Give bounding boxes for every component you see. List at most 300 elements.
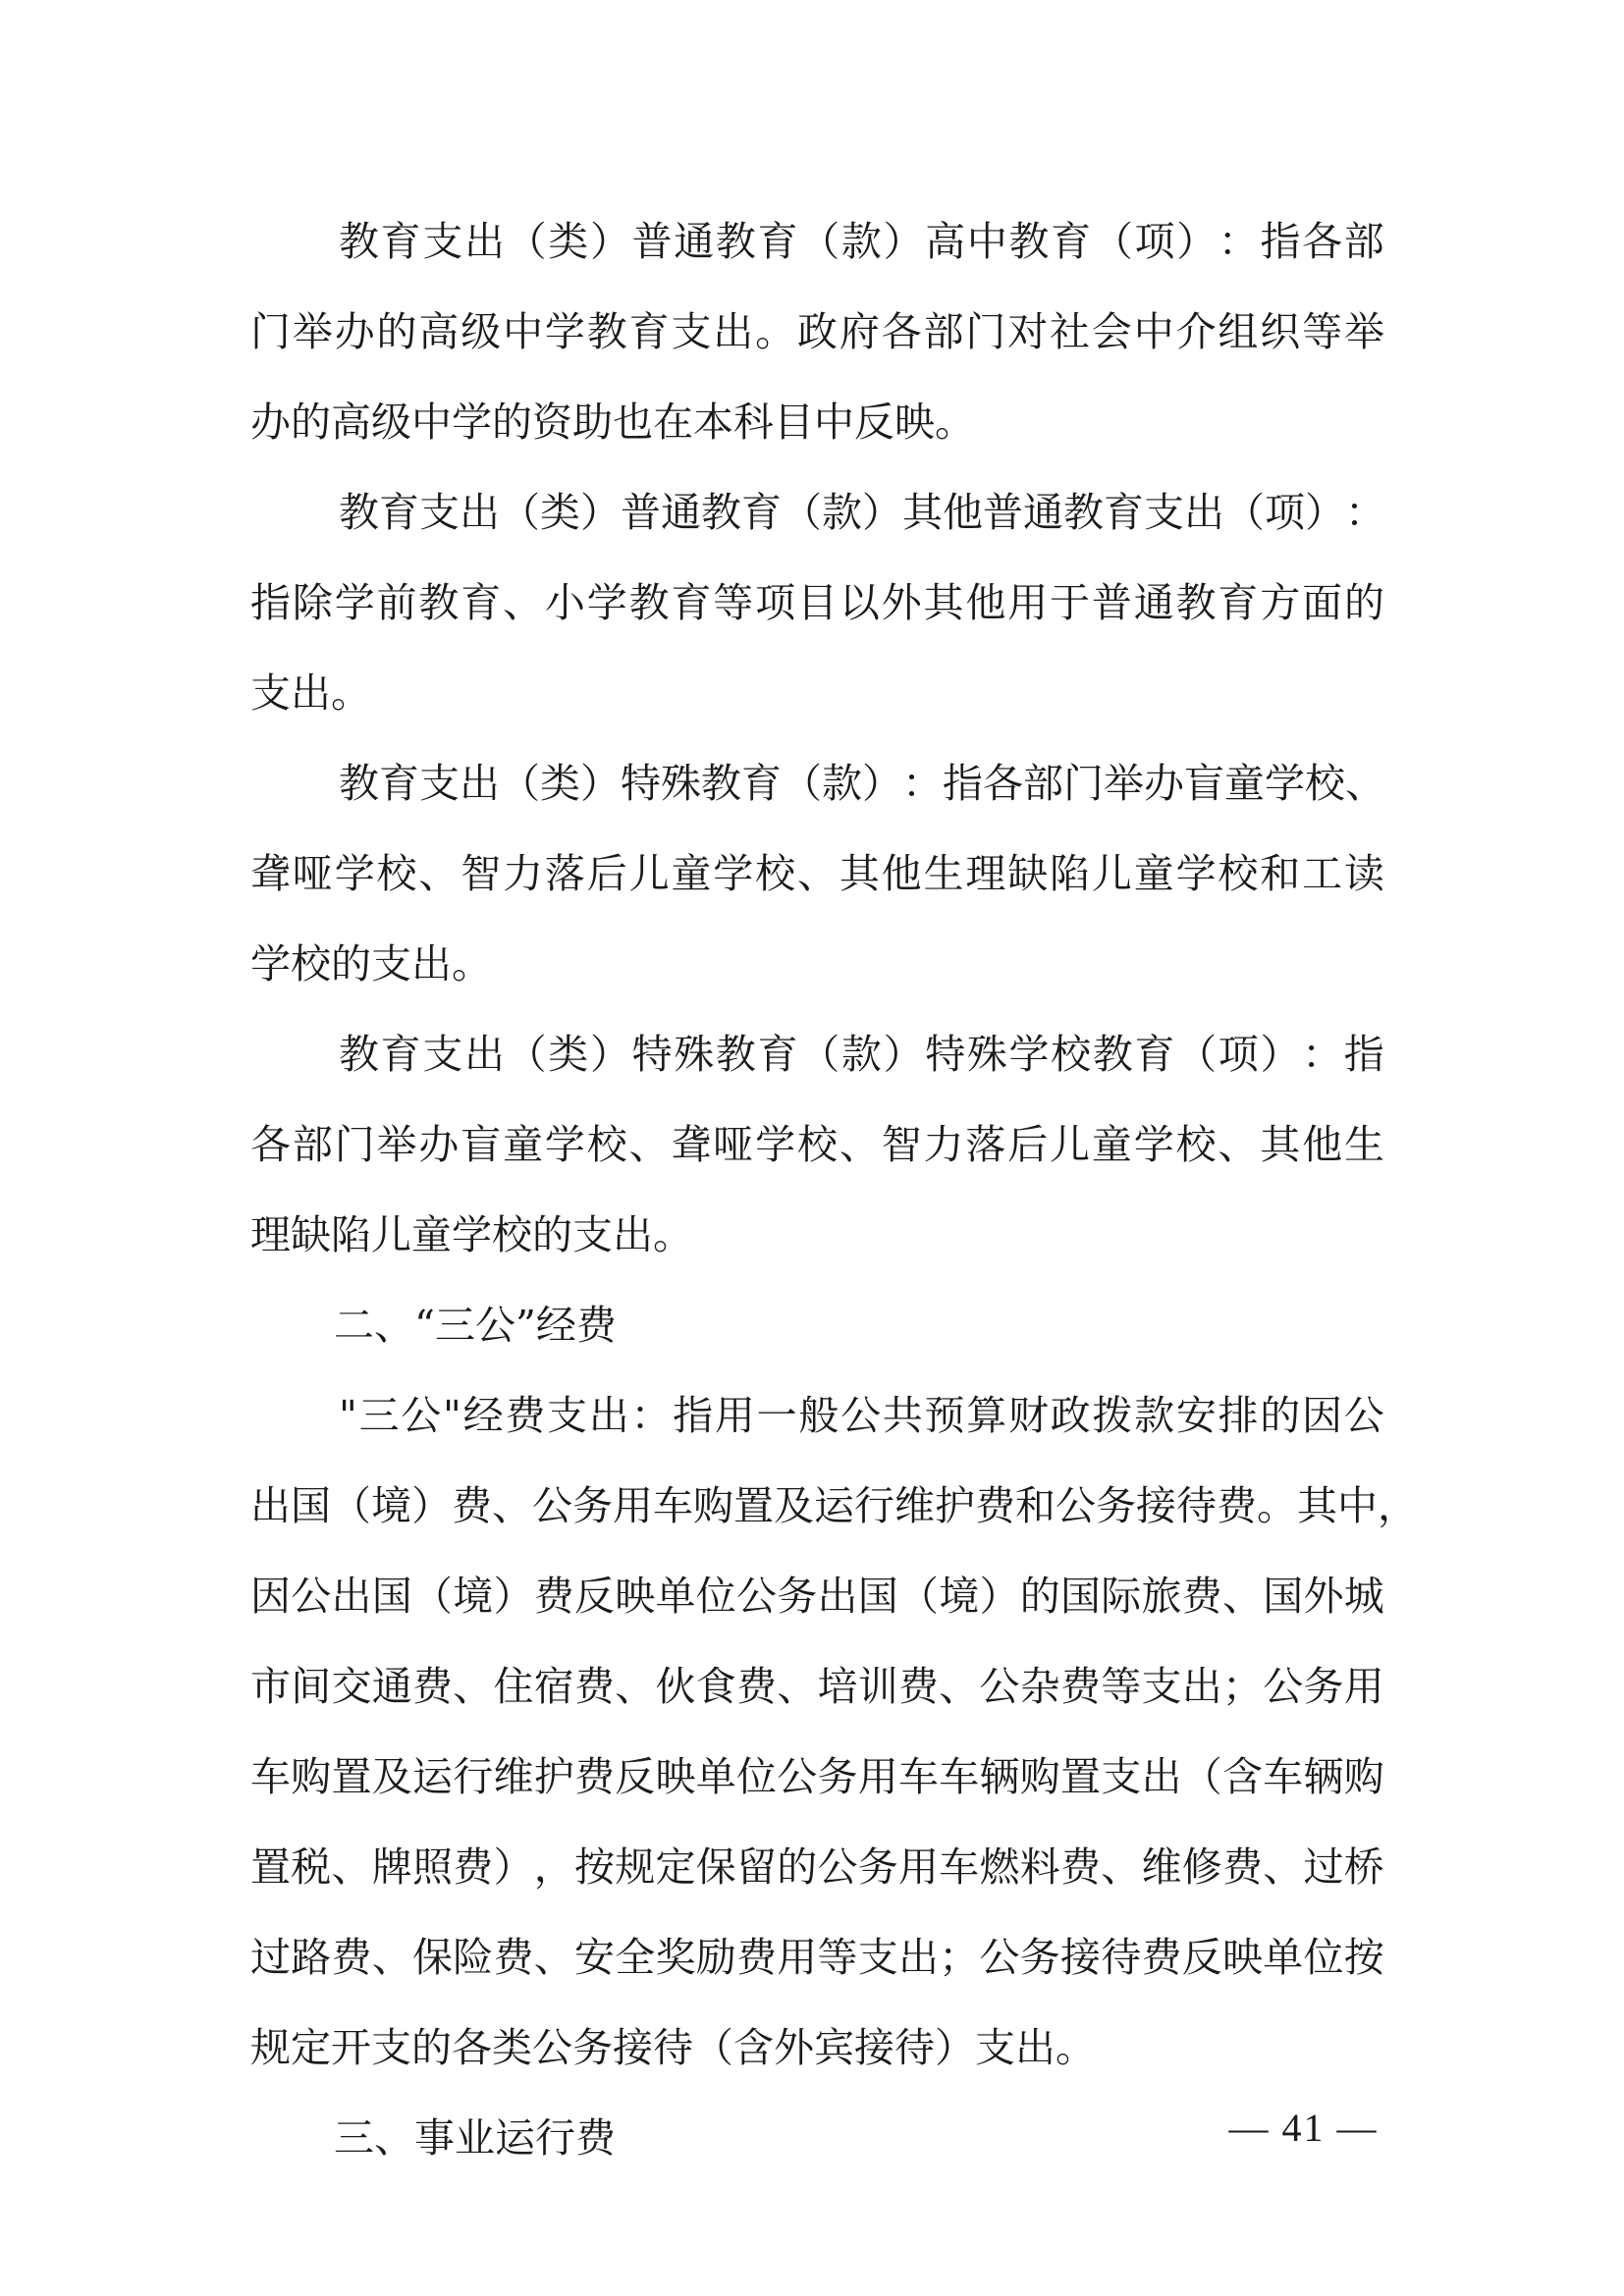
glyph: 校 [755, 850, 796, 897]
glyph: 他 [1302, 1121, 1343, 1168]
glyph: 支 [419, 489, 460, 536]
paragraph-4-line-3: 理缺陷儿童学校的支出。 [250, 1211, 693, 1258]
glyph: 安 [1175, 1392, 1217, 1439]
glyph: ： [630, 1392, 672, 1439]
paragraph-6-line-5 [250, 1753, 1384, 1800]
glyph: 车 [939, 1843, 980, 1891]
glyph: 境 [939, 1573, 980, 1620]
glyph: 务 [1019, 1934, 1060, 1981]
glyph: 等 [713, 579, 754, 626]
glyph: 拨 [1092, 1392, 1133, 1439]
glyph: 国 [1263, 1573, 1304, 1620]
glyph: 单 [1263, 1934, 1304, 1981]
glyph: ； [939, 1934, 980, 1981]
glyph: ） [1260, 1031, 1301, 1078]
glyph: 类 [548, 218, 589, 265]
glyph: 用 [1343, 1663, 1384, 1710]
glyph: 购 [291, 1753, 332, 1800]
glyph: 间 [291, 1663, 332, 1710]
glyph: 过 [1303, 1843, 1344, 1891]
glyph: 教 [339, 489, 379, 536]
glyph: 费 [574, 1663, 615, 1710]
glyph: 对 [1007, 308, 1049, 355]
glyph: 学 [755, 1121, 796, 1168]
glyph: 举 [376, 1121, 417, 1168]
glyph: 部 [923, 308, 964, 355]
glyph: 项 [1265, 489, 1305, 536]
glyph: 他 [943, 489, 983, 536]
glyph: 费 [736, 1663, 777, 1710]
glyph: 含 [1222, 1753, 1263, 1800]
glyph: 中 [1133, 308, 1174, 355]
glyph: 费 [1217, 1482, 1257, 1529]
glyph: 学 [334, 850, 375, 897]
glyph: 反 [574, 1573, 615, 1620]
glyph: 教 [701, 760, 741, 807]
glyph: 他 [881, 850, 922, 897]
paragraph-6-line-2 [250, 1482, 1418, 1529]
glyph: 车 [653, 1482, 693, 1529]
glyph: 桥 [1343, 1843, 1384, 1891]
glyph: 、 [615, 1663, 656, 1710]
glyph: 款 [822, 760, 862, 807]
glyph: 用 [1007, 579, 1049, 626]
glyph: 费 [1141, 1934, 1182, 1981]
section-heading-sangong: 二、“三公”经费 [334, 1302, 617, 1349]
glyph: 教 [339, 1031, 379, 1078]
glyph: 目 [796, 579, 838, 626]
glyph: ） [862, 489, 902, 536]
glyph: 出 [713, 308, 754, 355]
glyph: 国 [291, 1482, 331, 1529]
glyph: 费 [736, 1934, 777, 1981]
glyph: 其 [1297, 1482, 1337, 1529]
glyph: 规 [615, 1843, 656, 1891]
glyph: ） [883, 218, 924, 265]
glyph: 各 [250, 1121, 291, 1168]
glyph: 费 [975, 1482, 1015, 1529]
glyph: （ [506, 1031, 547, 1078]
glyph: 公 [736, 1573, 777, 1620]
paragraph-1-line-2 [250, 308, 1384, 355]
glyph: 保 [412, 1934, 453, 1981]
glyph: 方 [1260, 579, 1301, 626]
glyph: 除 [292, 579, 333, 626]
glyph: 教 [339, 218, 379, 265]
glyph: 部 [1343, 218, 1384, 265]
glyph: 指 [1343, 1031, 1384, 1078]
glyph: 普 [621, 489, 661, 536]
glyph: 中 [966, 218, 1007, 265]
glyph: ， [1378, 1482, 1418, 1529]
glyph: 殊 [661, 760, 701, 807]
glyph: 后 [1007, 1121, 1049, 1168]
glyph: （ [500, 760, 540, 807]
glyph: ： [1218, 218, 1259, 265]
glyph: 陷 [1050, 850, 1091, 897]
glyph: 映 [1222, 1934, 1263, 1981]
glyph: （ [1181, 1753, 1222, 1800]
glyph: 盲 [460, 1121, 502, 1168]
glyph: 指 [250, 579, 291, 626]
glyph: 其 [902, 489, 943, 536]
glyph: 支 [1144, 489, 1184, 536]
glyph: 举 [1343, 308, 1384, 355]
glyph: 出 [1141, 1753, 1182, 1800]
glyph: 生 [1343, 1121, 1384, 1168]
glyph: 反 [1181, 1934, 1222, 1981]
glyph: 育 [741, 489, 782, 536]
glyph: （ [898, 1573, 939, 1620]
glyph: 育 [741, 760, 782, 807]
glyph: （ [782, 760, 822, 807]
glyph: 支 [547, 1392, 588, 1439]
glyph: 校 [376, 850, 417, 897]
glyph: 公 [777, 1753, 818, 1800]
glyph: 费 [453, 1843, 494, 1891]
glyph: 培 [817, 1663, 858, 1710]
glyph: 儿 [628, 850, 670, 897]
glyph: 类 [540, 489, 580, 536]
glyph: 支 [1141, 1663, 1182, 1710]
glyph: 用 [613, 1482, 653, 1529]
glyph: 他 [965, 579, 1006, 626]
glyph: 聋 [671, 1121, 712, 1168]
glyph: 育 [1104, 489, 1144, 536]
paragraph-6-line-6 [250, 1843, 1384, 1891]
glyph: 费 [493, 1934, 534, 1981]
glyph: 、 [1218, 1121, 1259, 1168]
glyph: 教 [628, 579, 670, 626]
glyph: 出 [331, 1573, 372, 1620]
glyph: 接 [1060, 1934, 1101, 1981]
glyph: 童 [1133, 850, 1174, 897]
glyph: 前 [376, 579, 417, 626]
glyph: 因 [250, 1573, 291, 1620]
glyph: ） [493, 1843, 534, 1891]
glyph: 运 [814, 1482, 854, 1529]
glyph: 辆 [1303, 1753, 1344, 1800]
glyph: 留 [736, 1843, 777, 1891]
glyph: 通 [674, 218, 715, 265]
glyph: 出 [1181, 1663, 1222, 1710]
glyph: 等 [817, 1934, 858, 1981]
glyph: 学 [586, 579, 627, 626]
glyph: 务 [857, 1843, 898, 1891]
glyph: 及 [371, 1753, 412, 1800]
glyph: 位 [736, 1753, 777, 1800]
glyph: 力 [503, 850, 544, 897]
glyph: ） [580, 489, 621, 536]
glyph: 育 [380, 218, 421, 265]
glyph: 用 [714, 1392, 755, 1439]
glyph: 门 [1063, 760, 1104, 807]
glyph: 于 [1050, 579, 1091, 626]
glyph: 款 [840, 1031, 882, 1078]
glyph: 费 [1060, 1663, 1101, 1710]
glyph: 指 [1260, 218, 1301, 265]
glyph: 行 [854, 1482, 894, 1529]
glyph: 支 [422, 1031, 463, 1078]
glyph: 力 [923, 1121, 964, 1168]
glyph: 训 [857, 1663, 898, 1710]
glyph: 育 [757, 218, 798, 265]
glyph: 出 [1184, 489, 1224, 536]
glyph: 教 [418, 579, 460, 626]
glyph: （ [412, 1573, 453, 1620]
glyph: 各 [1302, 218, 1343, 265]
glyph: 般 [798, 1392, 839, 1439]
glyph: 款 [840, 218, 882, 265]
glyph: 哑 [292, 850, 333, 897]
glyph: 面 [1302, 579, 1343, 626]
glyph: 城 [1343, 1573, 1384, 1620]
glyph: 组 [1218, 308, 1259, 355]
glyph: 外 [881, 579, 922, 626]
glyph: 、 [939, 1663, 980, 1710]
glyph: 算 [966, 1392, 1007, 1439]
glyph: 、 [453, 1663, 494, 1710]
paragraph-2-line-1 [339, 489, 1385, 536]
glyph: 国 [857, 1573, 898, 1620]
glyph: 办 [334, 308, 375, 355]
glyph: 辆 [979, 1753, 1020, 1800]
glyph: 。 [755, 308, 796, 355]
glyph: 购 [693, 1482, 733, 1529]
glyph: 殊 [674, 1031, 715, 1078]
glyph: 育 [1134, 1031, 1175, 1078]
glyph: 护 [533, 1753, 574, 1800]
glyph: 购 [1343, 1753, 1384, 1800]
glyph: ） [883, 1031, 924, 1078]
glyph: 按 [1343, 1934, 1384, 1981]
glyph: ） [411, 1482, 452, 1529]
glyph: 待 [1101, 1934, 1142, 1981]
glyph: 车 [250, 1753, 291, 1800]
glyph: （ [1176, 1031, 1218, 1078]
glyph: 、 [839, 1121, 880, 1168]
glyph: 出 [250, 1482, 291, 1529]
glyph: 哑 [713, 1121, 754, 1168]
glyph: 共 [882, 1392, 923, 1439]
paragraph-1-line-3: 办的高级中学的资助也在本科目中反映。 [250, 399, 975, 446]
glyph: 智 [881, 1121, 922, 1168]
glyph: 国 [1060, 1573, 1101, 1620]
glyph: 险 [453, 1934, 494, 1981]
glyph: 、 [1101, 1843, 1142, 1891]
glyph: 单 [655, 1573, 696, 1620]
glyph: 特 [631, 1031, 673, 1078]
glyph: 项 [1218, 1031, 1259, 1078]
glyph: 公 [817, 1843, 858, 1891]
glyph: 。 [1257, 1482, 1297, 1529]
paragraph-3-line-2 [250, 850, 1384, 897]
glyph: 费 [574, 1753, 615, 1800]
glyph: 育 [379, 489, 419, 536]
glyph: ） [979, 1573, 1020, 1620]
glyph: 级 [460, 308, 502, 355]
glyph: 交 [331, 1663, 372, 1710]
glyph: 出 [463, 1031, 505, 1078]
glyph: 财 [1007, 1392, 1049, 1439]
glyph: 育 [380, 1031, 421, 1078]
glyph: 励 [695, 1934, 736, 1981]
glyph: 织 [1260, 308, 1301, 355]
glyph: 用 [898, 1843, 939, 1891]
glyph: 税 [291, 1843, 332, 1891]
glyph: 中 [1337, 1482, 1378, 1529]
glyph: 理 [965, 850, 1006, 897]
glyph: 办 [418, 1121, 460, 1168]
glyph: 及 [774, 1482, 814, 1529]
glyph: 公 [401, 1392, 442, 1439]
glyph: 其 [839, 850, 880, 897]
glyph: 项 [1134, 218, 1175, 265]
glyph: 映 [615, 1573, 656, 1620]
glyph: 其 [1260, 1121, 1301, 1168]
glyph: 儿 [1050, 1121, 1091, 1168]
glyph: 、 [1263, 1843, 1304, 1891]
glyph: 儿 [1091, 850, 1132, 897]
glyph: 运 [412, 1753, 453, 1800]
glyph: 、 [796, 850, 838, 897]
glyph: 学 [544, 308, 585, 355]
glyph: 务 [1096, 1482, 1136, 1529]
glyph: 门 [250, 308, 291, 355]
glyph: 盲 [1184, 760, 1224, 807]
glyph: 府 [839, 308, 880, 355]
glyph: 务 [572, 1482, 613, 1529]
glyph: 、 [371, 1934, 412, 1981]
glyph: 出 [898, 1934, 939, 1981]
glyph: 育 [671, 579, 712, 626]
glyph: 支 [419, 760, 460, 807]
glyph: " [339, 1392, 357, 1439]
glyph: 务 [1303, 1663, 1344, 1710]
glyph: 校 [586, 1121, 627, 1168]
glyph: 宿 [533, 1663, 574, 1710]
paragraph-2-line-2 [250, 579, 1384, 626]
glyph: 类 [540, 760, 580, 807]
glyph: 小 [544, 579, 585, 626]
glyph: 公 [1056, 1482, 1096, 1529]
glyph: 置 [1060, 1753, 1101, 1800]
glyph: 高 [418, 308, 460, 355]
glyph: 读 [1343, 850, 1384, 897]
glyph: 殊 [966, 1031, 1007, 1078]
glyph: 支 [671, 308, 712, 355]
glyph: 费 [1222, 1843, 1263, 1891]
glyph: 旅 [1141, 1573, 1182, 1620]
glyph: 料 [1019, 1843, 1060, 1891]
glyph: 伙 [655, 1663, 696, 1710]
glyph: 路 [291, 1934, 332, 1981]
glyph: 工 [1302, 850, 1343, 897]
glyph: 安 [574, 1934, 615, 1981]
glyph: 部 [1023, 760, 1063, 807]
glyph: 政 [1050, 1392, 1091, 1439]
glyph: 过 [250, 1934, 291, 1981]
glyph: 购 [1019, 1753, 1060, 1800]
glyph: 费 [533, 1573, 574, 1620]
glyph: 置 [250, 1843, 291, 1891]
glyph: 务 [777, 1573, 818, 1620]
glyph: ） [493, 1573, 534, 1620]
glyph: 牌 [371, 1843, 412, 1891]
glyph: 生 [923, 850, 964, 897]
glyph: 因 [1301, 1392, 1342, 1439]
glyph: 教 [1092, 1031, 1133, 1078]
glyph: 公 [1263, 1663, 1304, 1710]
glyph: 办 [1144, 760, 1184, 807]
glyph: 公 [291, 1573, 332, 1620]
glyph: 校 [1051, 1031, 1092, 1078]
glyph: 学 [544, 1121, 585, 1168]
glyph: 照 [412, 1843, 453, 1891]
glyph: 的 [1260, 1392, 1301, 1439]
glyph: 指 [943, 760, 983, 807]
glyph: 一 [756, 1392, 797, 1439]
glyph: 童 [503, 1121, 544, 1168]
glyph: 学 [1133, 1121, 1174, 1168]
glyph: 指 [673, 1392, 714, 1439]
glyph: 经 [462, 1392, 504, 1439]
glyph: 童 [671, 850, 712, 897]
glyph: 、 [777, 1663, 818, 1710]
glyph: 、 [492, 1482, 532, 1529]
glyph: 三 [358, 1392, 400, 1439]
glyph: 会 [1091, 308, 1132, 355]
paragraph-3-line-1 [339, 760, 1385, 807]
glyph: 杂 [1019, 1663, 1060, 1710]
glyph: ： [902, 760, 943, 807]
glyph: 学 [713, 850, 754, 897]
glyph: 童 [1091, 1121, 1132, 1168]
glyph: 预 [924, 1392, 965, 1439]
glyph: 教 [715, 1031, 756, 1078]
glyph: 公 [532, 1482, 572, 1529]
glyph: 教 [1175, 579, 1217, 626]
glyph: 支 [422, 218, 463, 265]
glyph: 项 [755, 579, 796, 626]
glyph: 、 [1222, 1573, 1263, 1620]
glyph: 用 [857, 1753, 898, 1800]
glyph: 反 [615, 1753, 656, 1800]
glyph: ） [589, 218, 630, 265]
glyph: 校 [1305, 760, 1345, 807]
glyph: 学 [334, 579, 375, 626]
glyph: 公 [840, 1392, 882, 1439]
glyph: 燃 [979, 1843, 1020, 1891]
glyph: 中 [503, 308, 544, 355]
glyph: 、 [418, 850, 460, 897]
glyph: （ [799, 218, 840, 265]
glyph: 出 [460, 760, 500, 807]
glyph: 位 [695, 1573, 736, 1620]
glyph: 通 [1133, 579, 1174, 626]
glyph: 通 [661, 489, 701, 536]
glyph: 部 [292, 1121, 333, 1168]
glyph: 育 [460, 579, 502, 626]
glyph: 各 [881, 308, 922, 355]
glyph: 的 [777, 1843, 818, 1891]
glyph: 排 [1218, 1392, 1259, 1439]
glyph: （ [506, 218, 547, 265]
glyph: 用 [777, 1934, 818, 1981]
glyph: 公 [1343, 1392, 1384, 1439]
glyph: 学 [1265, 760, 1305, 807]
glyph: 维 [1141, 1843, 1182, 1891]
